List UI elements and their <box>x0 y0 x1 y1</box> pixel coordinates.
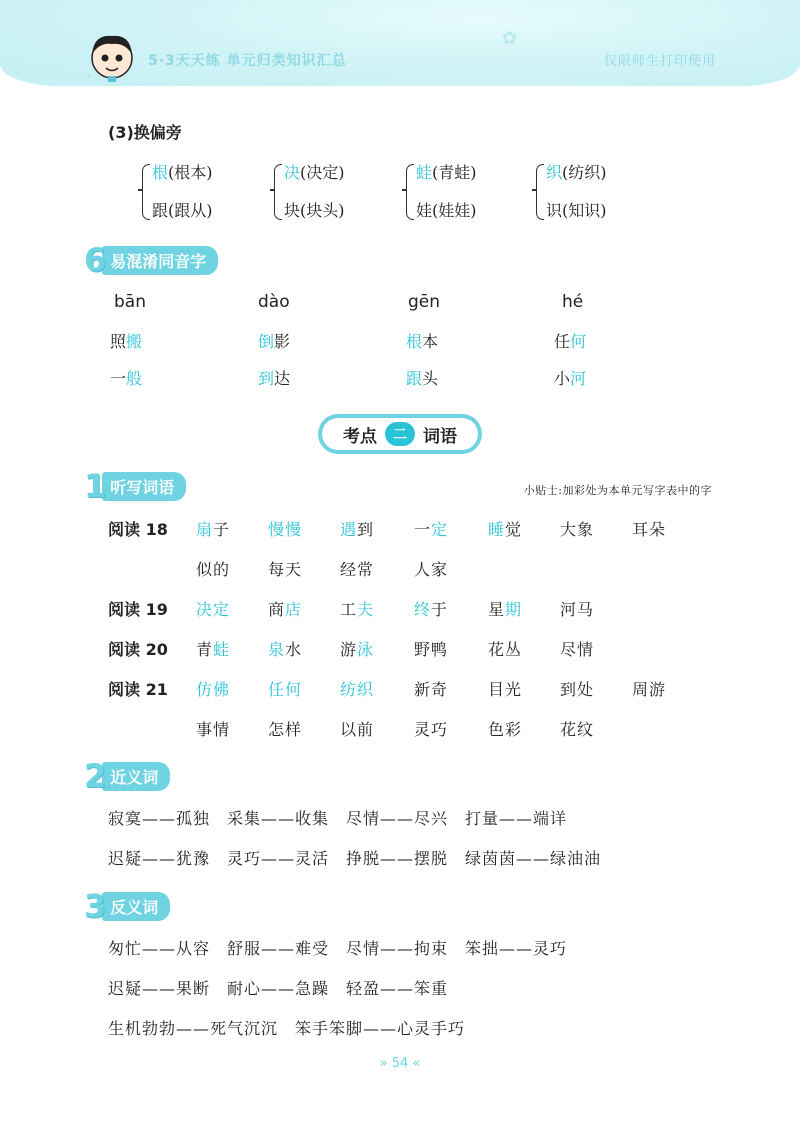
pair-gloss: (根本) <box>168 163 213 182</box>
highlight-char: 织 <box>546 163 563 182</box>
vocab-word: 一定 <box>414 520 449 539</box>
vocab-word: 周游 <box>632 680 667 699</box>
antonym-line: 匆忙——从容 舒服——难受 尽情——拘束 笨拙——灵巧 <box>108 939 568 958</box>
section-number: 2 <box>84 757 107 795</box>
antonym-line: 迟疑——果断 耐心——急躁 轻盈——笨重 <box>108 979 449 998</box>
vocab-word: 商店 <box>268 600 303 619</box>
vocab-word: 似的 <box>196 560 231 579</box>
brace <box>142 164 150 220</box>
pair-word: 识(知识) <box>546 201 607 220</box>
topic-banner <box>318 414 482 454</box>
homophone-word: 小河 <box>554 369 587 388</box>
topic-name: 词语 <box>423 426 457 447</box>
vocab-word: 以前 <box>340 720 375 739</box>
vocab-word: 睡觉 <box>488 520 523 539</box>
highlight-char: 决 <box>284 163 301 182</box>
radical-pair <box>536 160 656 224</box>
tip-note: 小贴士:加彩处为本单元写字表中的字 <box>523 484 712 497</box>
synonym-line: 迟疑——犹豫 灵巧——灵活 挣脱——摆脱 绿茵茵——绿油油 <box>108 849 602 868</box>
vocab-word: 经常 <box>340 560 375 579</box>
vocab-word: 事情 <box>196 720 231 739</box>
vocab-word: 灵巧 <box>414 720 449 739</box>
highlight-char: 蛙 <box>416 163 433 182</box>
vocab-word: 每天 <box>268 560 303 579</box>
brace <box>536 164 544 220</box>
vocab-word: 星期 <box>488 600 523 619</box>
synonym-line: 寂寞——孤独 采集——收集 尽情——尽兴 打量——端详 <box>108 809 568 828</box>
vocab-word: 人家 <box>414 560 449 579</box>
vocab-word: 到处 <box>560 680 595 699</box>
vocab-word: 终于 <box>414 600 449 619</box>
vocab-word: 花丛 <box>488 640 523 659</box>
radical-change-title: (3)换偏旁 <box>108 123 182 142</box>
vocab-word: 游泳 <box>340 640 375 659</box>
star-icon: ✦ <box>84 70 94 83</box>
vocab-word: 纺织 <box>340 680 375 699</box>
homophone-word: 到达 <box>258 369 291 388</box>
section-label: 听写词语 <box>102 472 186 501</box>
pair-gloss: (决定) <box>300 163 345 182</box>
pair-word: 跟(跟从) <box>152 201 213 220</box>
vocab-word: 任何 <box>268 680 303 699</box>
vocab-word: 青蛙 <box>196 640 231 659</box>
vocab-word: 遇到 <box>340 520 375 539</box>
reading-label: 阅读 20 <box>108 640 168 659</box>
topic-number: 二 <box>385 422 415 446</box>
pair-word: 娃(娃娃) <box>416 201 477 220</box>
section-label: 易混淆同音字 <box>102 246 218 275</box>
reading-label: 阅读 18 <box>108 520 168 539</box>
chevron-right-icon: » <box>379 1056 388 1071</box>
page-number: » 54 « <box>379 1056 421 1071</box>
vocab-word: 新奇 <box>414 680 449 699</box>
brace <box>274 164 282 220</box>
pinyin: dào <box>258 292 290 312</box>
vocab-word: 工夫 <box>340 600 375 619</box>
vocab-word: 野鸭 <box>414 640 449 659</box>
vocab-word: 河马 <box>560 600 595 619</box>
section-label: 近义词 <box>102 762 170 791</box>
star-icon: ✿ <box>502 28 518 49</box>
brace <box>406 164 414 220</box>
section-heading-antonyms <box>84 887 170 925</box>
vocab-word: 慢慢 <box>268 520 303 539</box>
radical-pair <box>274 160 394 224</box>
vocab-word: 仿佛 <box>196 680 231 699</box>
section-label: 反义词 <box>102 892 170 921</box>
series-title: 5·3天天练 单元归类知识汇总 <box>148 53 347 69</box>
homophone-word: 倒影 <box>258 332 291 351</box>
vocab-word: 耳朵 <box>632 520 667 539</box>
chevron-left-icon: « <box>412 1056 421 1071</box>
topic-label: 考点 <box>343 426 377 447</box>
pinyin: gēn <box>408 292 441 312</box>
usage-notice: 仅限师生打印使用 <box>603 54 716 69</box>
section-heading-homophones <box>84 241 218 279</box>
vocab-word: 尽情 <box>560 640 595 659</box>
reading-label: 阅读 21 <box>108 680 168 699</box>
radical-pair <box>406 160 526 224</box>
antonym-line: 生机勃勃——死气沉沉 笨手笨脚——心灵手巧 <box>108 1019 466 1038</box>
vocab-word: 泉水 <box>268 640 303 659</box>
section-number: 1 <box>84 467 107 505</box>
homophone-word: 任何 <box>554 332 587 351</box>
section-number: 6 <box>84 241 107 279</box>
section-heading-dictation <box>84 467 186 505</box>
pair-gloss: (青蛙) <box>432 163 477 182</box>
homophone-word: 一般 <box>110 369 143 388</box>
vocab-word: 怎样 <box>268 720 303 739</box>
vocab-word: 目光 <box>488 680 523 699</box>
homophone-word: 根本 <box>406 332 439 351</box>
reading-label: 阅读 19 <box>108 600 168 619</box>
homophone-word: 跟头 <box>406 369 439 388</box>
section-number: 3 <box>84 887 107 925</box>
pair-word: 块(块头) <box>284 201 345 220</box>
homophone-word: 照搬 <box>110 332 143 351</box>
vocab-word: 决定 <box>196 600 231 619</box>
vocab-word: 色彩 <box>488 720 523 739</box>
vocab-word: 扇子 <box>196 520 231 539</box>
pair-gloss: (纺织) <box>562 163 607 182</box>
section-heading-synonyms <box>84 757 170 795</box>
vocab-word: 大象 <box>560 520 595 539</box>
vocab-word: 花纹 <box>560 720 595 739</box>
highlight-char: 根 <box>152 163 169 182</box>
pinyin: hé <box>562 292 584 312</box>
pinyin: bān <box>114 292 146 312</box>
radical-pair <box>142 160 262 224</box>
